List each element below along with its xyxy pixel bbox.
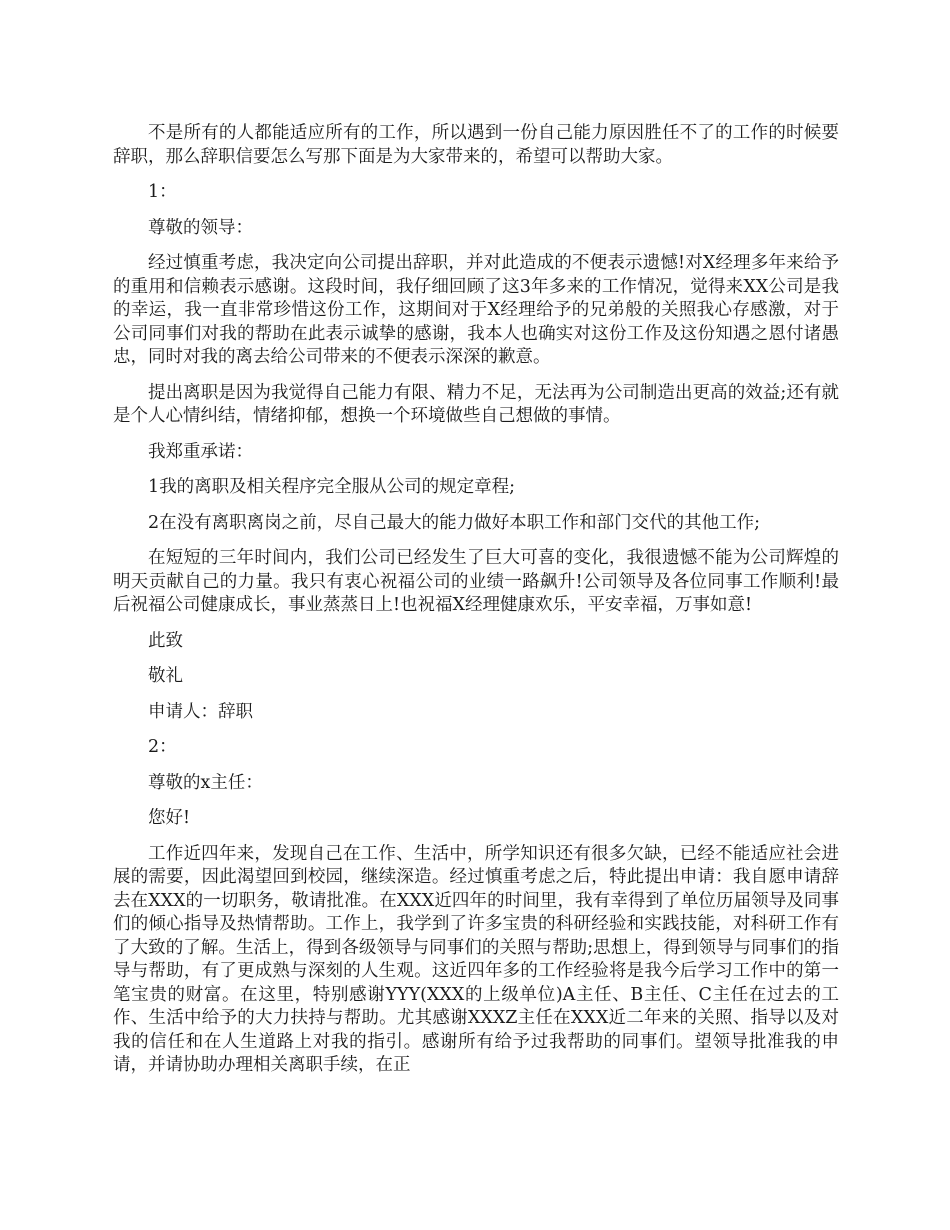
letter1-paragraph-2: 提出离职是因为我觉得自己能力有限、精力不足，无法再为公司制造出更高的效益;还有就是个人心情纠结，情绪抑郁，想换一个环境做些自己想做的事情。 [113,382,839,426]
letter1-closing-2: 敬礼 [148,666,183,686]
letter1-salutation: 尊敬的领导： [148,217,253,238]
letter1-paragraph-1: 经过慎重考虑，我决定向公司提出辞职，并对此造成的不便表示遗憾!对X经理多年来给予的重用和信赖表示感谢。这段时间，我仔细回顾了这3年多来的工作情况，觉得来XX公司是我的幸运，我一直非常珍惜这份工作，这期间对于X经理给予的兄弟般的关照我心存感激，对于公司同事们对我的帮助在此表示诚挚的感谢，我本人也确实对这份工作及这份知遇之恩付诸愚忠，同时对我的离去给公司带来的不便表示深深的歉意。 [113,253,839,367]
letter2-number: 2： [148,737,177,757]
intro-paragraph: 不是所有的人都能适应所有的工作，所以遇到一份自己能力原因胜任不了的工作的时候要辞职，那么辞职信要怎么写那下面是为大家带来的，希望可以帮助大家。 [113,123,839,167]
letter1-promise-heading: 我郑重承诺： [148,441,253,462]
letter2-paragraph-1: 工作近四年来，发现自己在工作、生活中，所学知识还有很多欠缺，已经不能适应社会进展的需要，因此渴望回到校园，继续深造。经过慎重考虑之后，特此提出申请：我自愿申请辞去在XXX的一切职务，敬请批准。在XXX近四年的时间里，我有幸得到了单位历届领导及同事们的倾心指导及热情帮助。工作上，我学到了许多宝贵的科研经验和实践技能，对科研工作有了大致的了解。生活上，得到各级领导与同事们的关照与帮助;思想上，得到领导与同事们的指导与帮助，有了更成熟与深刻的人生观。这近四年多的工作经验将是我今后学习工作中的第一笔宝贵的财富。在这里，特别感谢YYY(XXX的上级单位)A主任、B主任、C主任在过去的工作、生活中给予的大力扶持与帮助。尤其感谢XXXZ主任在XXX近二年来的关照、指导以及对我的信任和在人生道路上对我的指引。感谢所有给予过我帮助的同事们。望领导批准我的申请，并请协助办理相关离职手续，在正 [113,843,839,1075]
letter1-applicant: 申请人：辞职 [148,701,253,722]
letter1-paragraph-3: 在短短的三年时间内，我们公司已经发生了巨大可喜的变化，我很遗憾不能为公司辉煌的明天贡献自己的力量。我只有衷心祝福公司的业绩一路飙升!公司领导及各位同事工作顺利!最后祝福公司健康成长，事业蒸蒸日上!也祝福X经理健康欢乐，平安幸福，万事如意! [113,548,839,615]
letter2-salutation: 尊敬的x主任： [148,772,263,793]
letter1-number: 1： [148,182,177,202]
letter1-promise-1: 1我的离职及相关程序完全服从公司的规定章程; [148,477,516,497]
letter2-greeting: 您好! [148,808,191,828]
letter1-closing-1: 此致 [148,630,183,651]
letter1-promise-2: 2在没有离职离岗之前，尽自己最大的能力做好本职工作和部门交代的其他工作; [148,512,761,533]
document-page [113,122,839,1090]
